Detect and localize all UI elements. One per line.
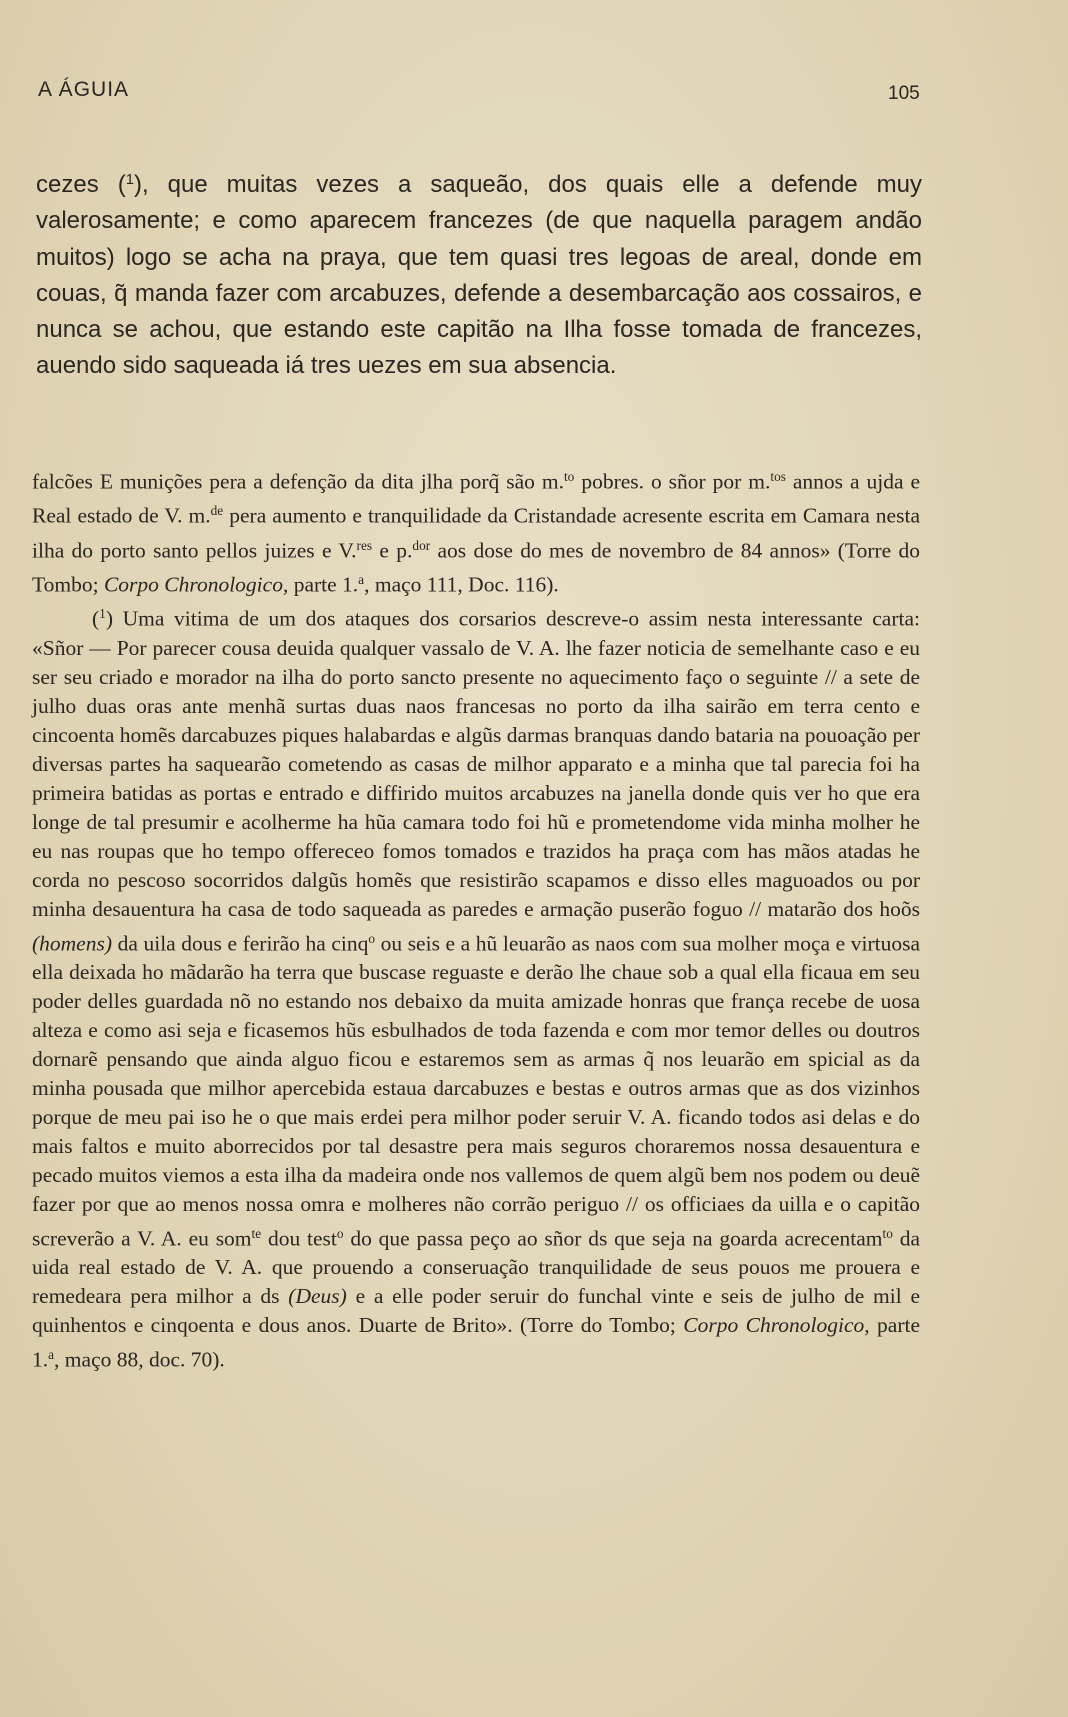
note-text: ( [92, 606, 100, 631]
note-text: , maço 88, doc. 70). [54, 1347, 225, 1372]
note-text: parte 1. [32, 1313, 921, 1372]
note-superscript: to [882, 1225, 893, 1241]
note-text: pobres. o sñor por m. [574, 469, 771, 494]
page-number: 105 [888, 83, 920, 104]
note-text: e a elle poder seruir do funchal vinte e seis de julho de mil e quinhentos e cinqoenta e dous anos. Duarte de Brito». (Torre do Tombo; [32, 1284, 920, 1338]
note-text: da uila dous e ferirão ha cinq [112, 930, 369, 955]
note-superscript: o [368, 930, 376, 946]
main-paragraph [36, 162, 922, 384]
footnote-number: 1 [99, 606, 106, 622]
note-text: parte 1. [288, 572, 359, 597]
note-superscript: o [336, 1225, 344, 1241]
main-text-part: ), que muitas vezes a saqueão, dos quais elle a defende muy valerosamente; e como aparecem francezes (de que naquella paragem andão muitos) logo se acha na praya, que tem quasi tres legoas de areal, donde em couas, q̃ manda fazer com arcabuzes, defende a desembarcação aos cossairos, e nunca se achou, que estando este capitão na Ilha fosse tomada de francezes, auendo sido saqueada iá tres uezes em sua absencia. [36, 171, 922, 380]
note-text: annos a ujda e Real estado de V. m. [32, 469, 921, 528]
main-text-part: cezes ( [36, 171, 126, 199]
footnote-continuation [32, 462, 920, 599]
note-superscript: to [563, 469, 575, 484]
note-text: ou seis e a hũ leuarão as naos com sua molher moça e virtuosa ella deixada ho mãdarão ha terra que buscase reguaste e derão lhe chaue sob a qual ella ficaua em seu poder delles guardada nõ no estando nos debaixo da muita amizade honras que frança recebe de uosa alteza e como asi seja e ficasemos hũs esbulhados de toda fazenda e com mor temor delles ou doutros dornarẽ pensando que ainda alguo ficou e estaremos sem as armas q̃ nos leuarão em spicial as da minha pousada que milhor apercebida estaua darcabuzes e bestas e outros armas que as dos vizinhos porque de meu pai iso he o que mais erdei pera milhor poder seruir V. A. ficando todos asi delas e do mais faltos e muito aborrecidos por tal desastre pera mais seguros choraremos nossa desauentura e pecado muitos viemos a esta ilha da madeira onde nos vallemos de quem algũ bem nos podem ou deuẽ fazer por que ao menos nossa omra e molheres não corrão periguo // os officiaes da uilla e o capitão screverão a V. A. eu som [32, 930, 920, 1251]
running-title: A ÁGUIA [38, 78, 130, 101]
note-superscript: de [210, 503, 224, 519]
footnote-1 [32, 599, 920, 1374]
footnote-reference: 1 [125, 172, 134, 188]
note-text: e p. [372, 537, 413, 562]
note-gloss: (Deus) [288, 1284, 347, 1309]
note-text: aos dose do mes de novembro de 84 annos» (Torre do Tombo; [32, 537, 920, 597]
note-citation-title: Corpo Chronologico, [103, 572, 289, 597]
footnotes [32, 462, 920, 1375]
note-superscript: a [48, 1347, 55, 1363]
note-gloss: (homens) [32, 930, 113, 955]
note-superscript: res [356, 537, 373, 553]
main-text [36, 162, 922, 384]
note-text: dou test [261, 1226, 337, 1251]
note-text: , maço 111, Doc. 116). [364, 572, 559, 597]
note-text: do que passa peço ao sñor ds que seja na goarda acrecentam [343, 1226, 883, 1251]
note-superscript: tos [770, 469, 786, 484]
note-text: falcões E munições pera a defenção da dita jlha porq̃ são m. [32, 469, 564, 494]
note-text: ) Uma vitima de um dos ataques dos corsarios descreve-o assim nesta interessante carta: «Sñor — Por parecer cousa deuida qualquer vassalo de V. A. lhe fazer noticia de semelhante caso e eu ser seu criado e morador na ilha do porto sancto presente no aquecimento faço o seguinte // a sete de julho duas oras ante menhã surtas duas naos francesas no porto da ilha sairão em terra cento e cincoenta homẽs darcabuzes piques halabardas e algũs darmas branquas dando bataria na pouoação per diversas partes ha saquearão cometendo as casas de milhor apparato e a minha que tal parecia foi ha primeira batidas as portas e entrado e diffirido muitos arcabuzes na janella donde quis ver ho que era longe de tal presumir e acolherme ha hũa camara todo foi hũ e prometendome vida minha molher he eu nas roupas que ho tempo offereceo fomos tomados e trazidos ha praça com has mãos atadas he corda no pescoso socorridos dalgũs homẽs que resistirão scapamos e disso elles maguoados ou por minha desauentura ha casa de todo saqueada as paredes e armação puserão foguo // matarão dos hoõs [32, 606, 920, 921]
note-superscript: dor [412, 537, 431, 553]
note-text: pera aumento e tranquilidade da Cristandade acresente escrita em Camara nesta ilha do porto santo pellos juizes e V. [32, 503, 920, 562]
note-text: da uida real estado de V. A. que prouendo a conseruação tranquilidade de seus pouos me prouera e remedeara pera milhor a ds [32, 1226, 920, 1309]
note-citation-title: Corpo Chronologico, [683, 1313, 870, 1338]
note-superscript: te [251, 1225, 262, 1241]
note-superscript: a [358, 571, 365, 587]
